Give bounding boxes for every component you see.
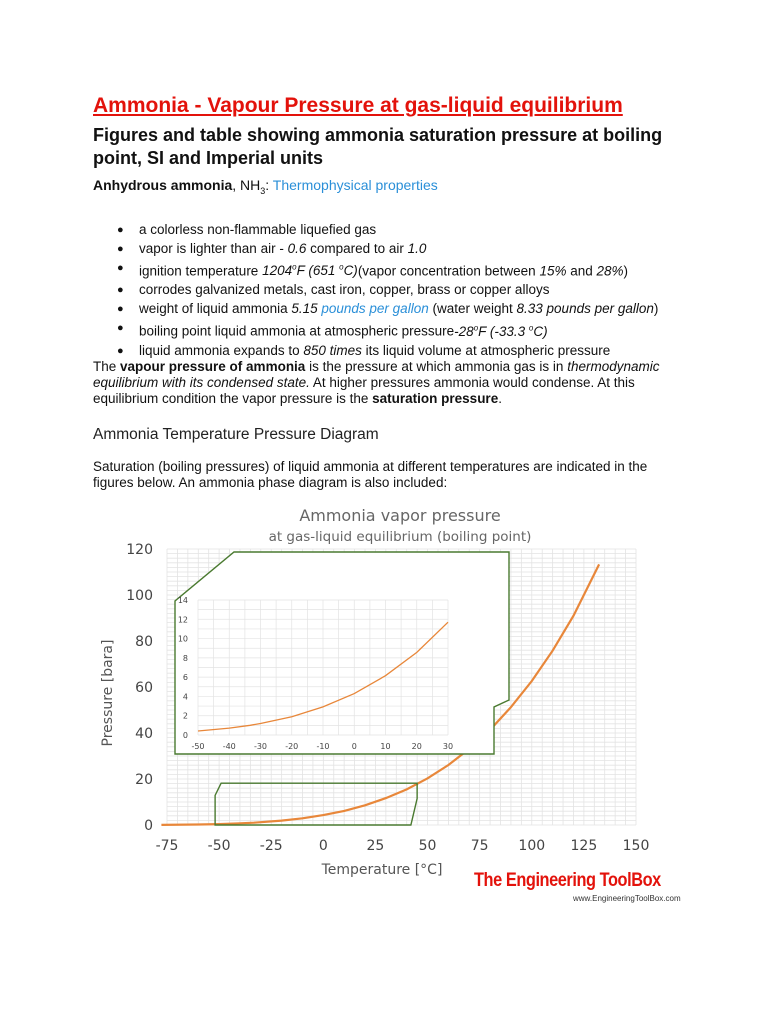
x-tick-label: 150 [622, 838, 650, 854]
bullet-icon: ● [117, 261, 124, 274]
list-item [93, 320, 673, 340]
list-item [93, 343, 673, 359]
list-item-value: 8.33 pounds per gallon [516, 301, 654, 317]
page-title: Ammonia - Vapour Pressure at gas-liquid equilibrium [93, 94, 623, 117]
bullet-icon: ● [117, 322, 124, 335]
bullet-icon: ● [117, 284, 124, 297]
inset-y-tick-label: 0 [182, 731, 188, 740]
intro-colon: : [265, 177, 273, 193]
inset-x-tick-label: 0 [351, 742, 357, 751]
chart-subtitle: at gas-liquid equilibrium (boiling point) [268, 529, 532, 545]
engineering-toolbox-logo: The Engineering ToolBox [474, 870, 661, 891]
bullet-icon: ● [117, 344, 124, 357]
list-item-text: (water weight [428, 301, 517, 317]
list-item-text: weight of liquid ammonia [139, 301, 292, 317]
y-axis-label: Pressure [bara] [100, 639, 116, 747]
inset-y-tick-label: 14 [177, 596, 188, 605]
list-item-text: ignition temperature [139, 263, 263, 279]
y-tick-label: 80 [135, 634, 153, 650]
list-item-text: compared to air [306, 240, 408, 256]
list-item-value: 28% [596, 263, 624, 279]
thermophysical-properties-link[interactable]: Thermophysical properties [272, 177, 438, 193]
list-item-value: 1204$^o$F (651 $^o$C) [262, 262, 358, 279]
list-item-text: ) [623, 263, 629, 279]
y-tick-label: 20 [135, 772, 153, 788]
y-tick-label: 120 [126, 542, 153, 558]
bullet-icon: ● [117, 303, 124, 316]
list-item-text: boiling point liquid ammonia at atmospheric pressure [139, 323, 455, 339]
inset-y-tick-label: 10 [177, 634, 188, 644]
x-axis-label: Temperature [°C] [321, 862, 443, 878]
list-item-text: its liquid volume at atmospheric pressure [361, 342, 611, 358]
list-item-value: 0.6 [287, 240, 307, 256]
list-item-text: (vapor concentration between [357, 263, 540, 279]
y-axis-ticks [126, 542, 153, 834]
page-subtitle: Figures and table showing ammonia saturation pressure at boiling point, SI and Imperial units [93, 125, 663, 168]
list-item-text: vapor is lighter than air - [139, 240, 288, 256]
inset-frame [175, 552, 509, 754]
x-tick-label: -25 [259, 838, 283, 854]
engineering-toolbox-url: www.EngineeringToolBox.com [573, 894, 681, 903]
x-tick-label: 50 [418, 838, 437, 854]
list-item [93, 301, 673, 317]
list-item [93, 282, 673, 298]
chart-title: Ammonia vapor pressure [299, 506, 501, 525]
list-item [93, 222, 673, 238]
inset-y-tick-label: 2 [182, 711, 188, 721]
inset-x-tick-label: -50 [191, 742, 205, 751]
inset-x-tick-label: -20 [285, 742, 299, 751]
list-item-text: and [566, 263, 597, 279]
section-text: Saturation (boiling pressures) of liquid ammonia at different temperatures are indicated in the figures below. An ammonia phase diagram is also included: [93, 458, 648, 490]
list-item-text: a colorless non-flammable liquefied gas [139, 221, 377, 237]
inset-x-tick-label: -40 [222, 742, 236, 751]
list-item-text: ) [653, 301, 659, 317]
x-tick-label: 75 [470, 838, 489, 854]
intro-bold: Anhydrous ammonia [93, 177, 233, 193]
list-item [93, 241, 673, 257]
x-axis-ticks [156, 838, 650, 854]
y-tick-label: 0 [144, 818, 153, 834]
x-tick-label: 125 [570, 838, 598, 854]
document-page [93, 92, 673, 491]
inset-x-tick-label: 10 [380, 742, 391, 751]
x-tick-label: 25 [366, 838, 385, 854]
inset-y-tick-label: 12 [177, 615, 188, 625]
inset-y-tick-label: 8 [182, 653, 188, 663]
list-item-value: 1.0 [407, 240, 427, 256]
vapour-pressure-paragraph: The vapour pressure of ammonia is the pressure at which ammonia gas is in thermodynamic equilibrium with its condensed state. At higher pressures ammonia would condense. At this equilibrium condition the vapor pressure is the saturation pressure. [93, 358, 660, 406]
inset-x-tick-label: -30 [253, 742, 268, 751]
intro-line [93, 176, 673, 200]
x-tick-label: 100 [518, 838, 546, 854]
vapor-pressure-chart [95, 497, 655, 889]
bullet-icon: ● [117, 242, 124, 255]
bullet-icon: ● [117, 223, 124, 236]
list-item-text: corrodes galvanized metals, cast iron, copper, brass or copper alloys [139, 282, 550, 298]
list-item-value: -28$^o$F (-33.3 $^o$C) [454, 323, 548, 339]
inset-y-tick-label: 6 [182, 673, 188, 683]
list-item-value: 850 times [303, 342, 362, 358]
list-item [93, 260, 673, 280]
intro-formula: , NH [232, 177, 261, 193]
y-tick-label: 40 [135, 726, 153, 742]
intro-subscript: 3 [260, 185, 266, 196]
y-tick-label: 100 [126, 588, 153, 604]
x-tick-label: -75 [155, 838, 179, 854]
inset-x-tick-label: -10 [316, 742, 330, 751]
inset-x-tick-label: 20 [411, 742, 422, 751]
pounds-per-gallon-link[interactable]: pounds per gallon [321, 301, 429, 317]
x-tick-label: -50 [207, 838, 231, 854]
zoom-region-box [215, 783, 417, 825]
section-heading: Ammonia Temperature Pressure Diagram [93, 425, 379, 443]
inset-x-tick-label: 30 [442, 742, 454, 751]
list-item-value: 15% [539, 263, 567, 279]
list-item-value: 5.15 [291, 301, 322, 317]
property-list [93, 222, 673, 359]
inset-y-tick-label: 4 [182, 692, 188, 702]
x-tick-label: 0 [318, 838, 328, 854]
list-item-text: liquid ammonia expands to [139, 342, 304, 358]
y-tick-label: 60 [135, 680, 153, 696]
